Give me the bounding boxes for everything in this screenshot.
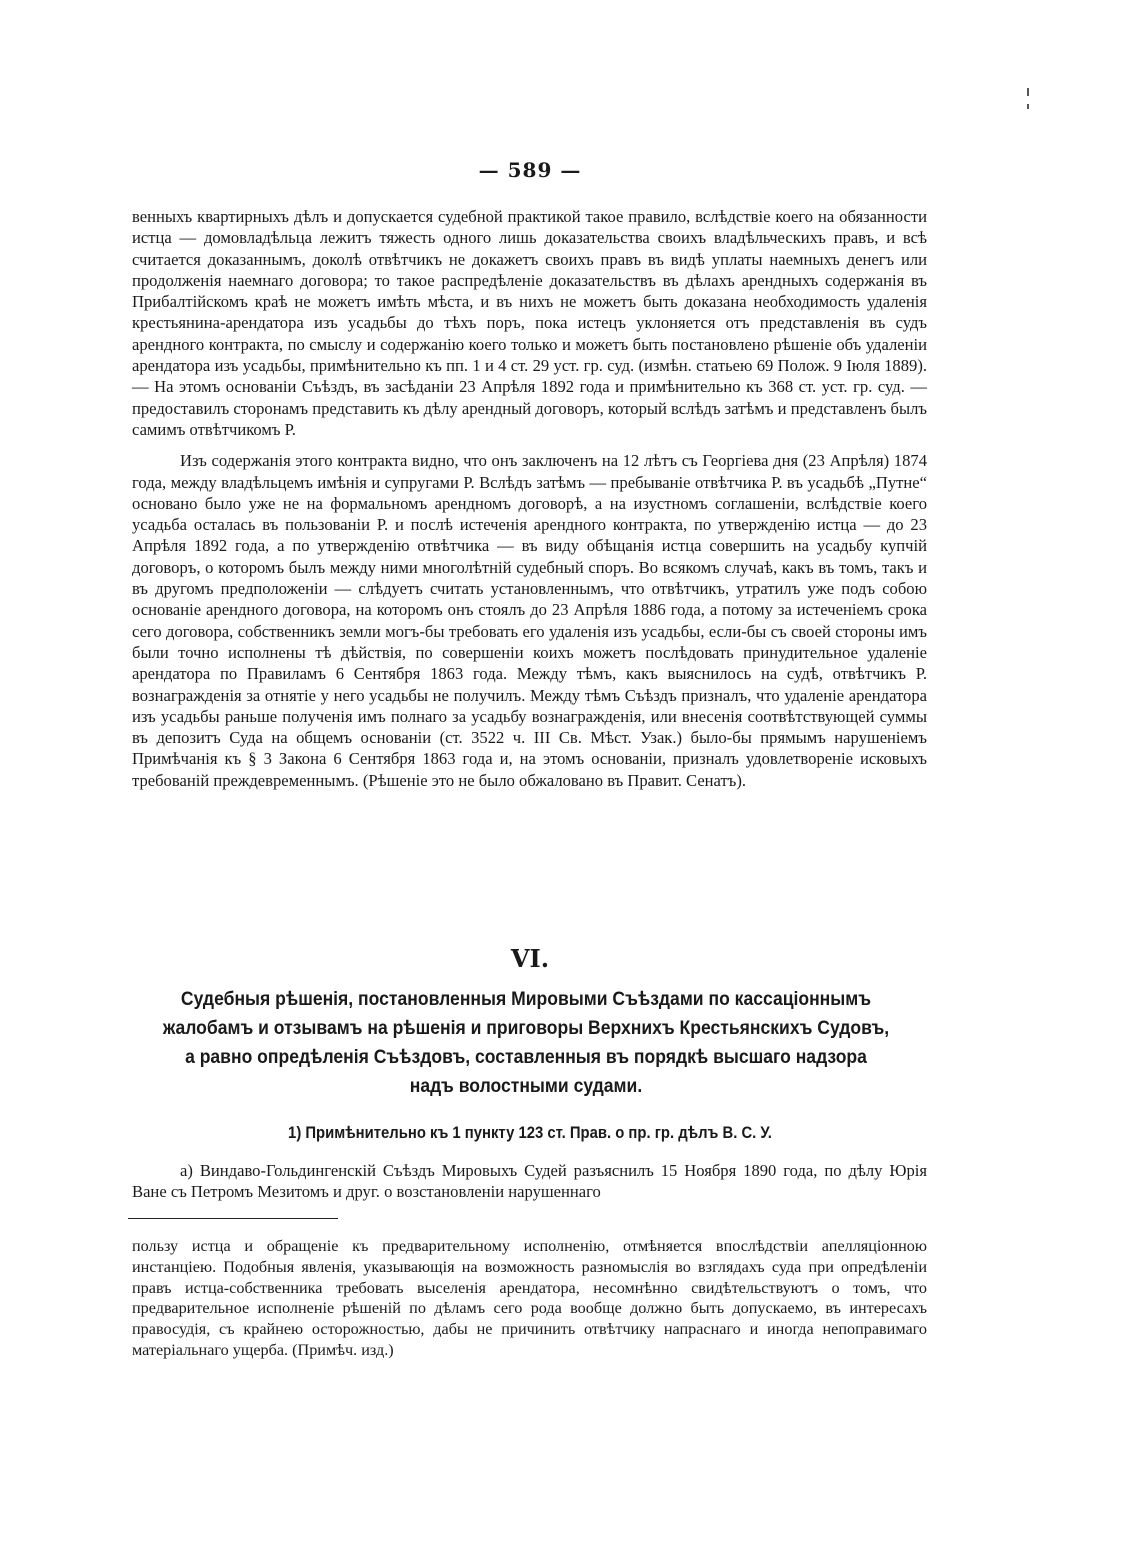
body-text-continued — [132, 1160, 927, 1203]
paragraph: Изъ содержанія этого контракта видно, что онъ заключенъ на 12 лѣтъ съ Георгіева дня (23 Апрѣля) 1874 года, между владѣльцемъ имѣнія и супругами Р. Вслѣдъ затѣмъ — пребываніе отвѣтчика Р. въ усадьбѣ „Путне“ основано было уже не на формальномъ арендномъ договорѣ, а на изустномъ соглашеніи, вслѣдствіе коего усадьба осталась въ пользованіи Р. и послѣ истеченія арендного контракта, по утвержденію истца — до 23 Апрѣля 1892 года, а по утвержденію отвѣтчика — въ виду обѣщанія истца совершить на усадьбу купчій договоръ, о которомъ былъ между ними многолѣтній судебный споръ. Во всякомъ случаѣ, какъ въ томъ, такъ и въ другомъ предположеніи — слѣдуетъ считать установленнымъ, что отвѣтчикъ, утратилъ уже подъ собою основаніе арендного договора, на которомъ онъ стоялъ до 23 Апрѣля 1886 года, а потому за истеченіемъ срока сего договора, собственникъ земли могъ-бы требовать его удаленія изъ усадьбы, если-бы съ своей стороны имъ были точно исполнены тѣ дѣйствія, по совершеніи коихъ можетъ послѣдовать принудительное удаленіе арендатора по Правиламъ 6 Сентября 1863 года. Между тѣмъ, какъ выяснилось на судѣ, отвѣтчикъ Р. вознагражденія за отнятіе у него усадьбы не получилъ. Между тѣмъ Съѣздъ призналъ, что удаленіе арендатора изъ усадьбы раньше полученія имъ полнаго за усадьбу вознагражденія, или внесенія соотвѣтствующей суммы въ депозитъ Суда на общемъ основаніи (ст. 3522 ч. III Св. Мѣст. Узак.) было-бы прямымъ нарушеніемъ Примѣчанія къ § 3 Закона 6 Сентября 1863 года и, на этомъ основаніи, призналъ удовлетвореніе исковыхъ требованій преждевременнымъ. (Рѣшеніе это не было обжаловано въ Правит. Сенатъ). — [132, 451, 927, 790]
section-heading: Судебныя рѣшенія, постановленныя Мировыми Съѣздами по кассаціоннымъ жалобамъ и отзывамъ на рѣшенія и приговоры Верхнихъ Крестьянскихъ Судовъ, а равно опредѣленія Съѣздовъ, составленныя въ порядкѣ высшаго надзора надъ волостными судами. — [162, 988, 890, 1097]
footnote: пользу истца и обращеніе къ предварительному исполненію, отмѣняется впослѣдствіи апелляціонною инстанціею. Подобныя явленія, указывающія на возможность разномыслія во взглядахъ суда при опредѣленіи правъ истца-собственника требовать выселенія арендатора, несомнѣнно свидѣтельствуютъ о томъ, что предварительное исполненіе рѣшеній по дѣламъ сего рода вообще должно быть допускаемо, въ интересахъ правосудія, съ крайнею осторожностью, дабы не причинить отвѣтчику напраснаго и иногда непоправимаго матеріальнаго ущерба. (Примѣч. изд.) — [132, 1237, 927, 1359]
footnote-block — [132, 1236, 927, 1361]
scan-edge-mark — [1027, 88, 1029, 96]
paragraph: венныхъ квартирныхъ дѣлъ и допускается судебной практикой такое правило, вслѣдствіе коего на обязанности истца — домовладѣльца лежитъ тяжесть одного лишь доказательства своихъ владѣльческихъ правъ, и всѣ считается доказаннымъ, доколѣ отвѣтчикъ не докажетъ своихъ правъ въ видѣ уплаты наемныхъ денегъ или продолженія наемнаго договора; то такое распредѣленіе доказательствъ въ дѣлахъ арендныхъ содержанія въ Прибалтійскомъ краѣ не можетъ имѣть мѣста, и въ нихъ не можетъ быть доказана необходимость удаленія крестьянина-арендатора изъ усадьбы до тѣхъ поръ, пока истецъ уклоняется отъ представленія въ судъ арендного контракта, по смыслу и содержанію коего только и можетъ быть постановлено рѣшеніе объ удаленіи арендатора изъ усадьбы, примѣнительно къ пп. 1 и 4 ст. 29 уст. гр. суд. (измѣн. статьею 69 Полож. 9 Іюля 1889). — На этомъ основаніи Съѣздъ, въ засѣданіи 23 Апрѣля 1892 года и примѣнительно къ 368 ст. уст. гр. суд. — предоставилъ сторонамъ представить къ дѣлу арендный договоръ, который вслѣдъ затѣмъ и представленъ былъ самимъ отвѣтчикомъ Р. — [132, 207, 927, 439]
subsection-heading: 1) Примѣнительно къ 1 пункту 123 ст. Прав. о пр. гр. дѣлъ В. С. У. — [288, 1124, 772, 1142]
paragraph: а) Виндаво-Гольдингенскій Съѣздъ Мировыхъ Судей разъяснилъ 15 Ноября 1890 года, по дѣлу Юрія Ване съ Петромъ Мезитомъ и друг. о возстановленіи нарушеннаго — [132, 1161, 927, 1202]
section-number: VI. — [510, 944, 550, 973]
scan-edge-mark — [1027, 104, 1029, 109]
page-number: — 589 — — [478, 158, 582, 182]
body-text — [132, 206, 927, 791]
footnote-divider — [128, 1218, 338, 1219]
